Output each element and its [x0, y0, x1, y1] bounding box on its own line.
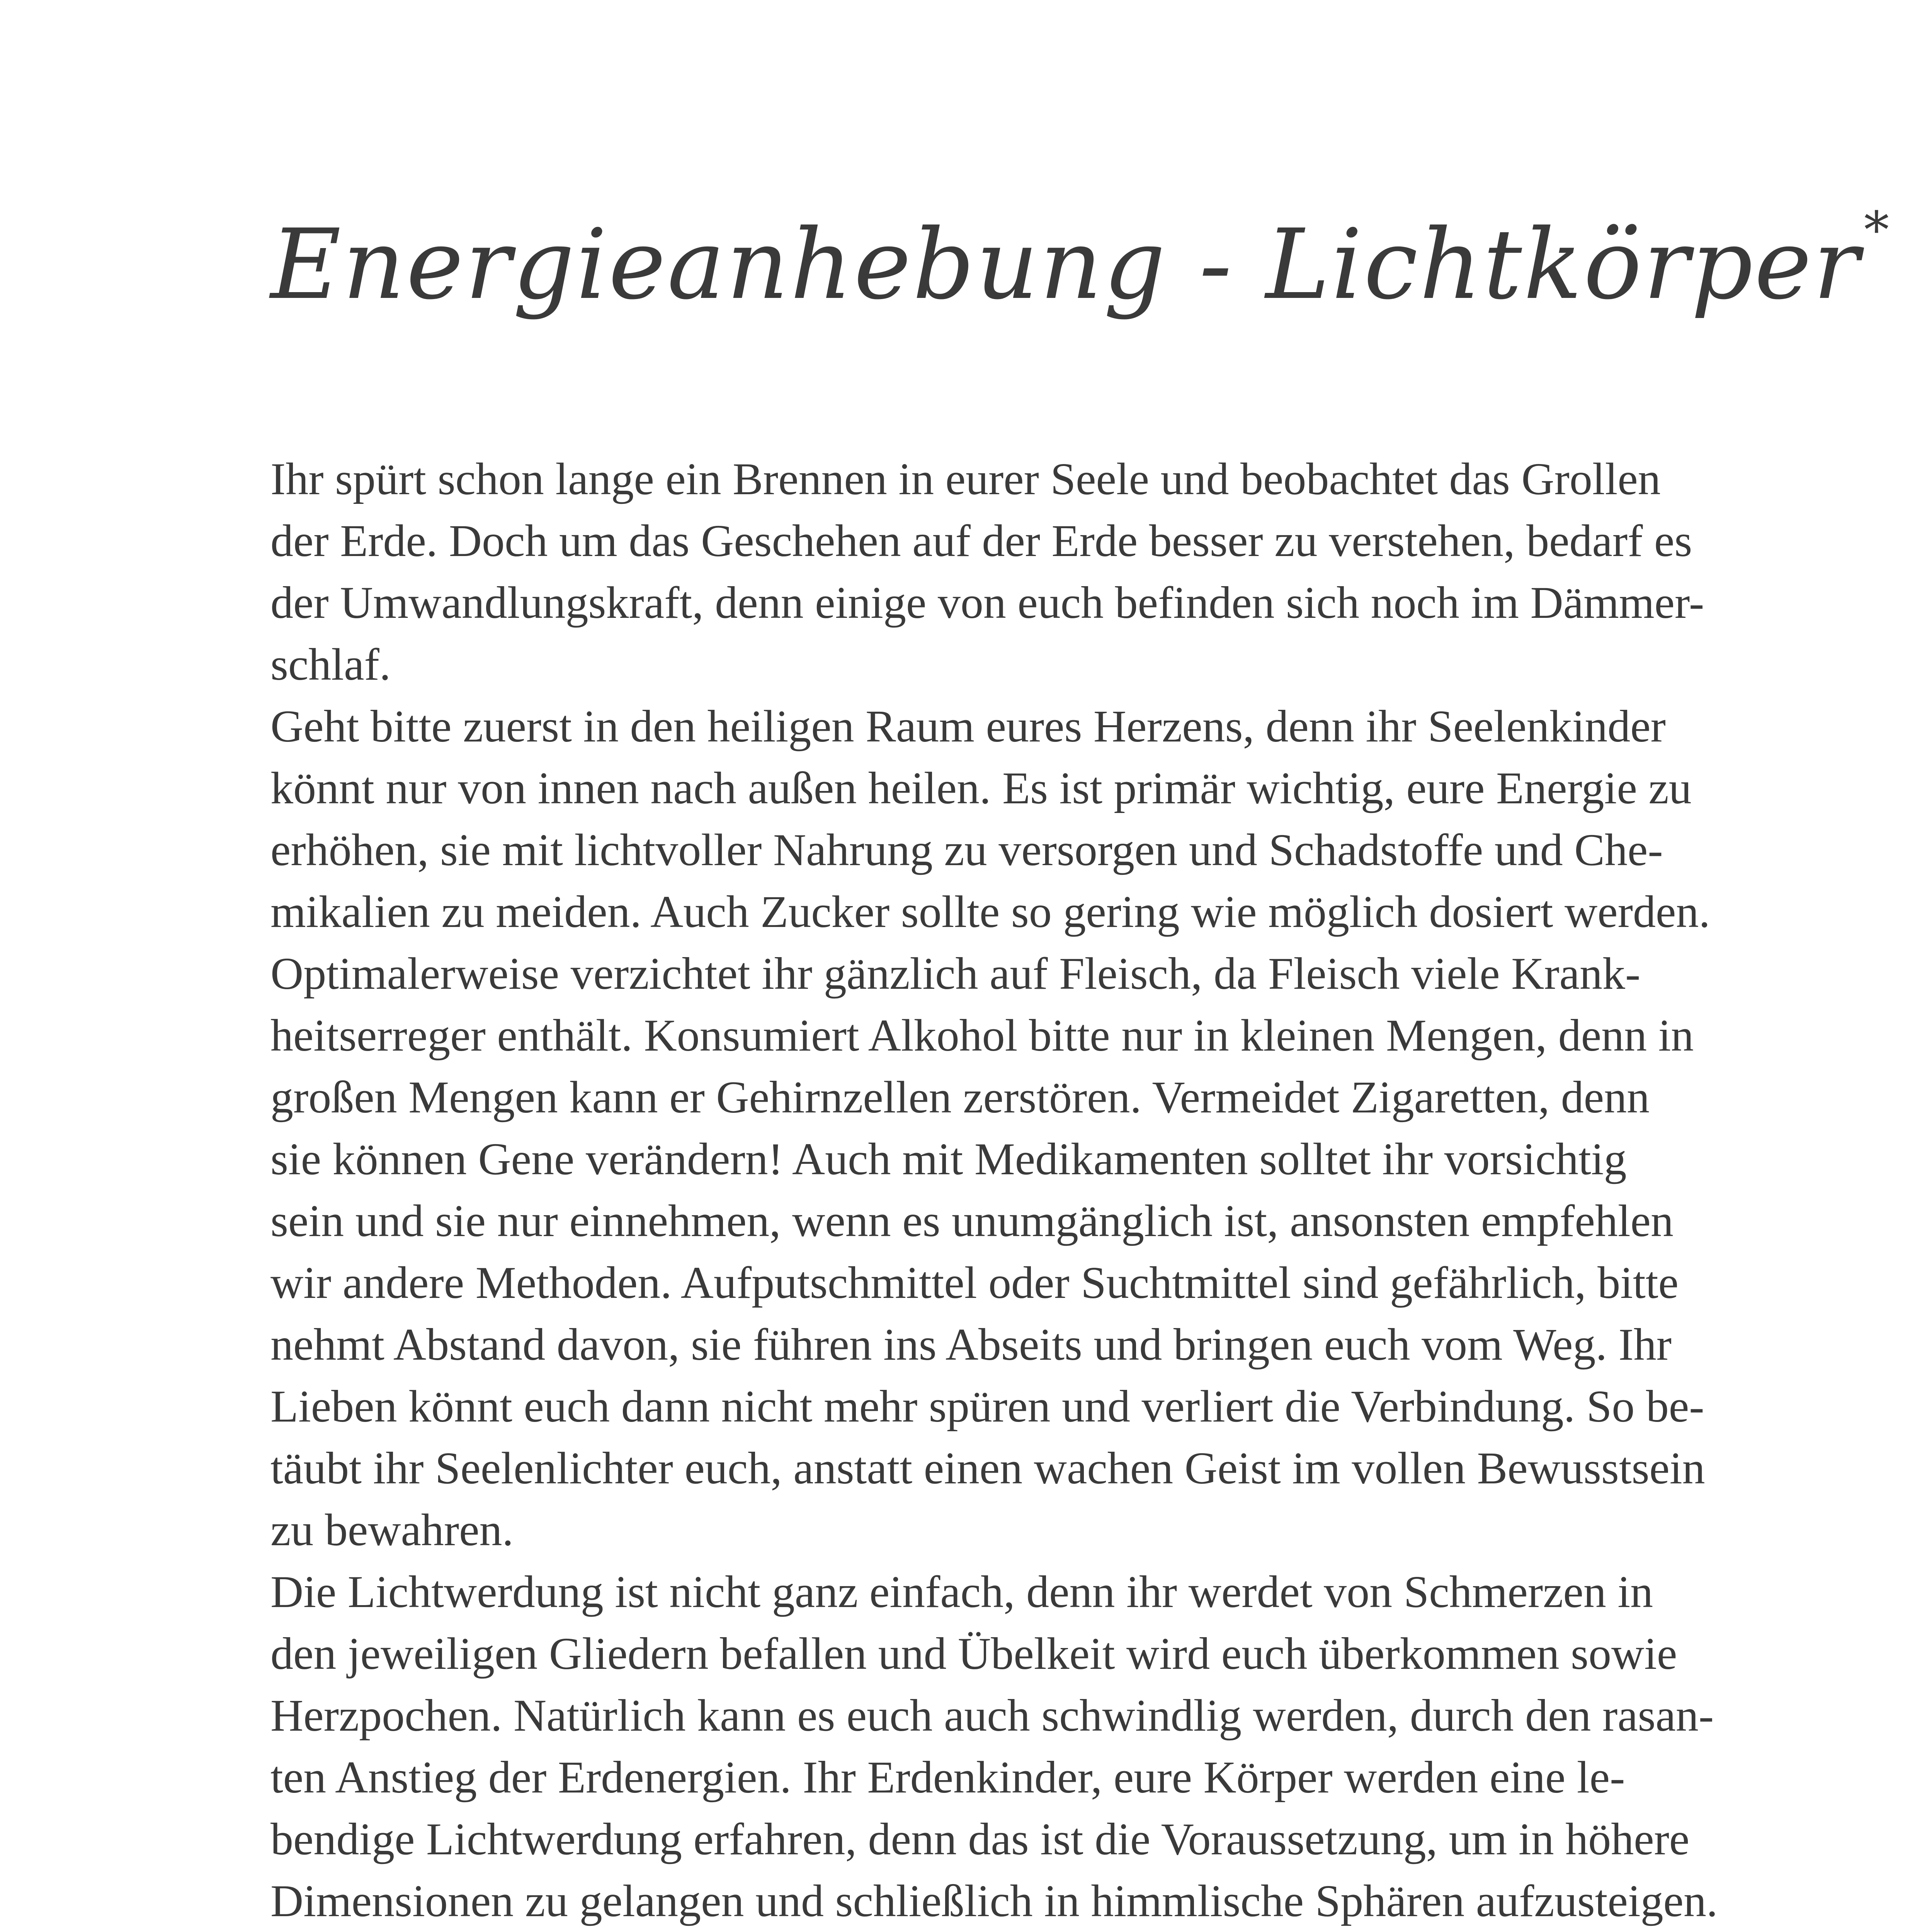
body-line: großen Mengen kann er Gehirnzellen zerstören. Vermeidet Zigaretten, denn — [270, 1072, 1650, 1122]
body-line: bendige Lichtwerdung erfahren, denn das ist die Voraussetzung, um in höhere — [270, 1814, 1690, 1864]
body-line: Dimensionen zu gelangen und schließlich in himmlische Sphären aufzusteigen. — [270, 1876, 1718, 1926]
title-text: Energieanhebung - Lichtkörper — [270, 208, 1861, 321]
body-line: wir andere Methoden. Aufputschmittel oder Suchtmittel sind gefährlich, bitte — [270, 1257, 1679, 1308]
body-line: täubt ihr Seelenlichter euch, anstatt einen wachen Geist im vollen Bewusstsein — [270, 1443, 1705, 1493]
body-line: Die Lichtwerdung ist nicht ganz einfach, denn ihr werdet von Schmerzen in — [270, 1566, 1653, 1617]
body-line: Herzpochen. Natürlich kann es euch auch schwindlig werden, durch den rasan- — [270, 1690, 1714, 1741]
body-line: sie können Gene verändern! Auch mit Medikamenten solltet ihr vorsichtig — [270, 1134, 1627, 1184]
body-line: ten Anstieg der Erdenergien. Ihr Erdenkinder, eure Körper werden eine le- — [270, 1752, 1625, 1803]
body-line: heitserreger enthält. Konsumiert Alkohol bitte nur in kleinen Mengen, denn in — [270, 1010, 1694, 1061]
body-line: den jeweiligen Gliedern befallen und Übelkeit wird euch überkommen sowie — [270, 1628, 1677, 1679]
body-line: zu bewahren. — [270, 1505, 514, 1555]
body-line: erhöhen, sie mit lichtvoller Nahrung zu versorgen und Schadstoffe und Che- — [270, 825, 1663, 875]
body-line: Lieben könnt euch dann nicht mehr spüren und verliert die Verbindung. So be- — [270, 1381, 1704, 1432]
footnote-marker: * — [1864, 201, 1891, 259]
body-line: schlaf. — [270, 639, 391, 690]
body-line: könnt nur von innen nach außen heilen. Es ist primär wichtig, eure Energie zu — [270, 763, 1692, 813]
body-line: Optimalerweise verzichtet ihr gänzlich auf Fleisch, da Fleisch viele Krank- — [270, 948, 1641, 999]
body-line: Geht bitte zuerst in den heiligen Raum eures Herzens, denn ihr Seelenkinder — [270, 701, 1666, 752]
page-title — [270, 201, 1891, 321]
body-line: nehmt Abstand davon, sie führen ins Abseits und bringen euch vom Weg. Ihr — [270, 1319, 1672, 1370]
body-line: der Umwandlungskraft, denn einige von euch befinden sich noch im Dämmer- — [270, 577, 1704, 628]
body-text — [270, 448, 1731, 1932]
body-line: der Erde. Doch um das Geschehen auf der Erde besser zu verstehen, bedarf es — [270, 515, 1692, 566]
body-line: mikalien zu meiden. Auch Zucker sollte so gering wie möglich dosiert werden. — [270, 886, 1710, 937]
body-line: sein und sie nur einnehmen, wenn es unumgänglich ist, ansonsten empfehlen — [270, 1196, 1673, 1246]
body-line: Ihr spürt schon lange ein Brennen in eurer Seele und beobachtet das Grollen — [270, 454, 1661, 504]
